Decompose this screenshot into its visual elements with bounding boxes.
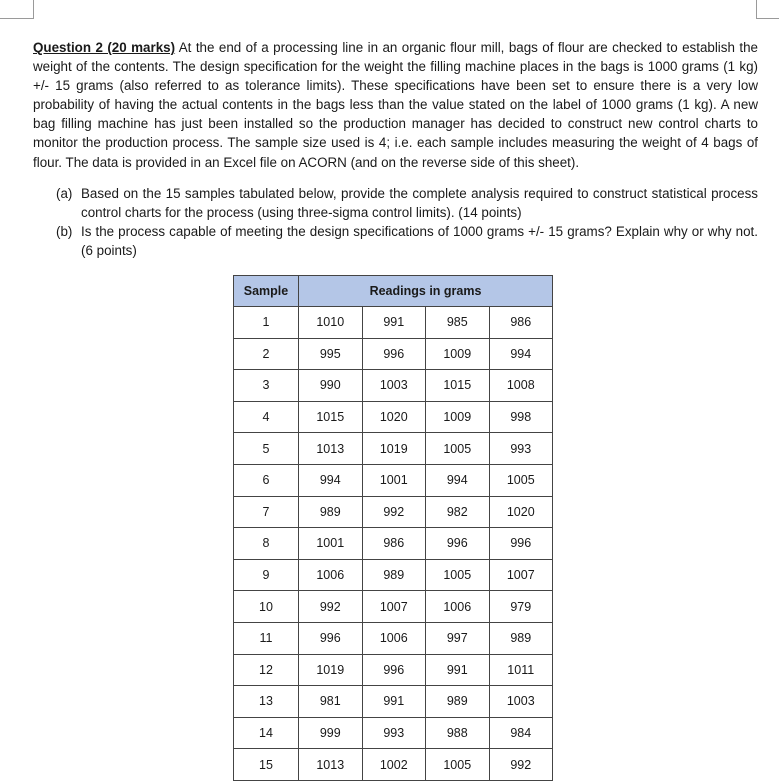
reading-cell: 1013	[299, 749, 363, 781]
reading-cell: 998	[489, 401, 553, 433]
table-header-row	[234, 276, 553, 307]
reading-cell: 979	[489, 591, 553, 623]
reading-cell: 995	[299, 338, 363, 370]
reading-cell: 991	[362, 686, 426, 718]
reading-cell: 999	[299, 717, 363, 749]
part-label: (b)	[56, 224, 73, 239]
reading-cell: 1003	[489, 686, 553, 718]
table-row	[234, 528, 553, 560]
reading-cell: 1009	[426, 401, 490, 433]
reading-cell: 996	[362, 338, 426, 370]
sample-number-cell: 4	[234, 401, 299, 433]
reading-cell: 1005	[489, 464, 553, 496]
reading-cell: 989	[426, 686, 490, 718]
reading-cell: 1007	[489, 559, 553, 591]
table-body	[234, 307, 553, 781]
reading-cell: 1002	[362, 749, 426, 781]
table-row	[234, 307, 553, 339]
reading-cell: 985	[426, 307, 490, 339]
header-sample: Sample	[234, 276, 299, 307]
reading-cell: 1008	[489, 370, 553, 402]
question-heading: Question 2 (20 marks)	[33, 40, 176, 55]
reading-cell: 1019	[362, 433, 426, 465]
reading-cell: 1015	[426, 370, 490, 402]
table-row	[234, 464, 553, 496]
reading-cell: 1020	[489, 496, 553, 528]
table-row	[234, 717, 553, 749]
sample-number-cell: 1	[234, 307, 299, 339]
sample-number-cell: 8	[234, 528, 299, 560]
reading-cell: 1020	[362, 401, 426, 433]
reading-cell: 984	[489, 717, 553, 749]
question-text: At the end of a processing line in an organic flour mill, bags of flour are checked to establish the weight of the contents. The design specification for the weight the filling machine places in the bags is 1000 grams (1 kg) +/- 15 grams (also referred to as tolerance limits). These specifications have been set to ensure there is a very low probability of having the actual contents in the bags less than the value stated on the label of 1000 grams (1 kg). A new bag filling machine has just been installed so the production manager has decided to construct new control charts to monitor the production process. The sample size used is 4; i.e. each sample includes measuring the weight of 4 bags of flour. The data is provided in an Excel file on ACORN (and on the reverse side of this sheet).	[33, 40, 758, 170]
table-row	[234, 338, 553, 370]
sample-number-cell: 14	[234, 717, 299, 749]
reading-cell: 1013	[299, 433, 363, 465]
part-label: (a)	[56, 186, 73, 201]
reading-cell: 1006	[362, 622, 426, 654]
table-row	[234, 496, 553, 528]
reading-cell: 1015	[299, 401, 363, 433]
reading-cell: 1019	[299, 654, 363, 686]
sample-number-cell: 10	[234, 591, 299, 623]
reading-cell: 993	[489, 433, 553, 465]
question-parts	[56, 185, 758, 261]
reading-cell: 992	[299, 591, 363, 623]
part-b	[56, 223, 758, 260]
reading-cell: 992	[362, 496, 426, 528]
reading-cell: 993	[362, 717, 426, 749]
reading-cell: 992	[489, 749, 553, 781]
reading-cell: 1006	[299, 559, 363, 591]
reading-cell: 1011	[489, 654, 553, 686]
reading-cell: 994	[299, 464, 363, 496]
reading-cell: 996	[362, 654, 426, 686]
question-paragraph	[33, 38, 758, 172]
sample-number-cell: 13	[234, 686, 299, 718]
readings-table	[233, 275, 553, 781]
page-corner-mark-right	[756, 0, 779, 19]
reading-cell: 996	[489, 528, 553, 560]
reading-cell: 1003	[362, 370, 426, 402]
reading-cell: 1005	[426, 433, 490, 465]
table-row	[234, 591, 553, 623]
table-row	[234, 370, 553, 402]
reading-cell: 990	[299, 370, 363, 402]
sample-number-cell: 2	[234, 338, 299, 370]
part-a	[56, 185, 758, 222]
table-row	[234, 749, 553, 781]
reading-cell: 991	[426, 654, 490, 686]
sample-number-cell: 3	[234, 370, 299, 402]
part-text: Based on the 15 samples tabulated below, provide the complete analysis required to construct statistical process control charts for the process (using three-sigma control limits). (14 points)	[81, 186, 758, 220]
reading-cell: 989	[489, 622, 553, 654]
page-corner-mark-left	[0, 0, 34, 19]
reading-cell: 981	[299, 686, 363, 718]
reading-cell: 982	[426, 496, 490, 528]
reading-cell: 1006	[426, 591, 490, 623]
reading-cell: 1007	[362, 591, 426, 623]
part-text: Is the process capable of meeting the design specifications of 1000 grams +/- 15 grams? Explain why or why not. (6 points)	[81, 224, 758, 258]
reading-cell: 1005	[426, 559, 490, 591]
reading-cell: 1001	[362, 464, 426, 496]
sample-number-cell: 11	[234, 622, 299, 654]
table-row	[234, 622, 553, 654]
table-row	[234, 401, 553, 433]
reading-cell: 1005	[426, 749, 490, 781]
reading-cell: 1009	[426, 338, 490, 370]
header-readings: Readings in grams	[299, 276, 553, 307]
sample-number-cell: 7	[234, 496, 299, 528]
reading-cell: 1001	[299, 528, 363, 560]
table-row	[234, 686, 553, 718]
reading-cell: 994	[426, 464, 490, 496]
sample-number-cell: 12	[234, 654, 299, 686]
reading-cell: 997	[426, 622, 490, 654]
table-row	[234, 433, 553, 465]
reading-cell: 991	[362, 307, 426, 339]
sample-number-cell: 5	[234, 433, 299, 465]
sample-number-cell: 9	[234, 559, 299, 591]
table-row	[234, 654, 553, 686]
reading-cell: 986	[489, 307, 553, 339]
table-row	[234, 559, 553, 591]
reading-cell: 996	[426, 528, 490, 560]
reading-cell: 988	[426, 717, 490, 749]
reading-cell: 996	[299, 622, 363, 654]
sample-number-cell: 15	[234, 749, 299, 781]
reading-cell: 986	[362, 528, 426, 560]
reading-cell: 1010	[299, 307, 363, 339]
sample-number-cell: 6	[234, 464, 299, 496]
reading-cell: 989	[299, 496, 363, 528]
reading-cell: 994	[489, 338, 553, 370]
reading-cell: 989	[362, 559, 426, 591]
